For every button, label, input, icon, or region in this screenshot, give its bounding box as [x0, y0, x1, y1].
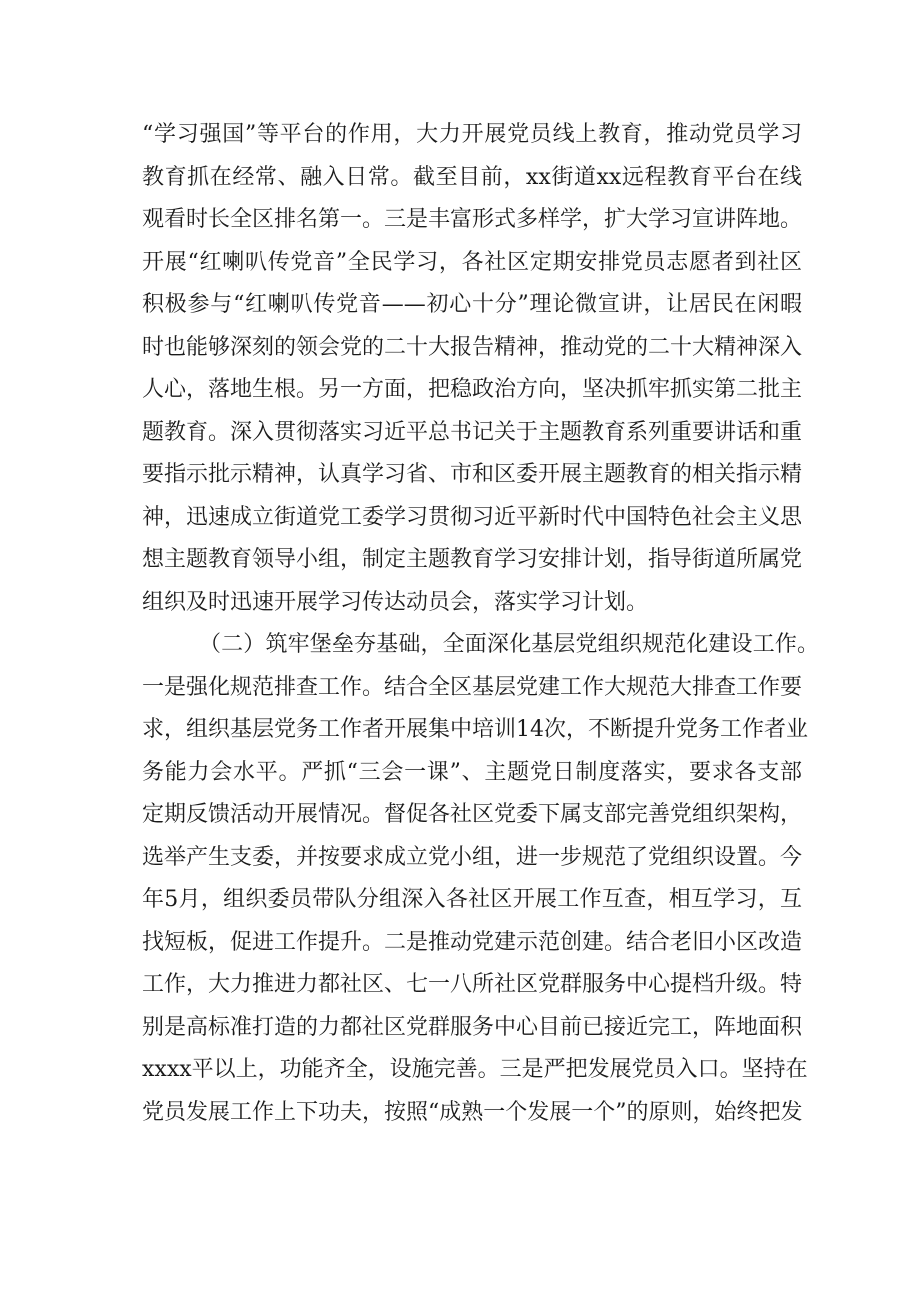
text-line-5: 积极参与“红喇叭传党音——初心十分”理论微宣讲，让居民在闲暇: [142, 292, 802, 317]
text-line-14: 一是强化规范排查工作。结合全区基层党建工作大规范大排查工作要: [142, 675, 803, 700]
text-line-21: 工作，大力推进力都社区、七一八所社区党群服务中心提档升级。特: [142, 972, 803, 997]
text-line-6: 时也能够深刻的领会党的二十大报告精神，推动党的二十大精神深入: [142, 335, 803, 360]
text-line-11: 想主题教育领导小组，制定主题教育学习安排计划，指导街道所属党: [142, 547, 803, 572]
text-line-17: 定期反馈活动开展情况。督促各社区党委下属支部完善党组织架构，: [142, 802, 803, 827]
text-line-23: xxxx平以上，功能齐全，设施完善。三是严把发展党员入口。坚持在: [142, 1057, 808, 1082]
text-line-4: 开展“红喇叭传党音”全民学习，各社区定期安排党员志愿者到社区: [142, 250, 802, 275]
text-line-1: “学习强国”等平台的作用，大力开展党员线上教育，推动党员学习: [142, 122, 802, 147]
text-line-10: 神，迅速成立街道党工委学习贯彻习近平新时代中国特色社会主义思: [142, 505, 803, 530]
text-line-12: 组织及时迅速开展学习传达动员会，落实学习计划。: [142, 590, 649, 615]
text-line-20: 找短板，促进工作提升。二是推动党建示范创建。结合老旧小区改造: [142, 930, 803, 955]
text-line-15: 求，组织基层党务工作者开展集中培训14次，不断提升党务工作者业: [142, 717, 808, 742]
text-line-2: 教育抓在经常、融入日常。截至目前，xx街道xx远程教育平台在线: [142, 165, 802, 190]
text-line-3: 观看时长全区排名第一。三是丰富形式多样学，扩大学习宣讲阵地。: [142, 207, 803, 232]
section-heading-2: （二）筑牢堡垒夯基础，全面深化基层党组织规范化建设工作。: [199, 632, 819, 657]
text-line-18: 选举产生支委，并按要求成立党小组，进一步规范了党组织设置。今: [142, 845, 803, 870]
text-line-22: 别是高标准打造的力都社区党群服务中心目前已接近完工，阵地面积: [142, 1015, 803, 1040]
text-line-8: 题教育。深入贯彻落实习近平总书记关于主题教育系列重要讲话和重: [142, 420, 803, 445]
text-line-7: 人心，落地生根。另一方面，把稳政治方向，坚决抓牢抓实第二批主: [142, 377, 803, 402]
text-line-19: 年5月，组织委员带队分组深入各社区开展工作互查，相互学习，互: [142, 887, 802, 912]
text-line-24: 党员发展工作上下功夫，按照“成熟一个发展一个”的原则，始终把发: [142, 1100, 803, 1125]
text-line-16: 务能力会水平。严抓“三会一课”、主题党日制度落实，要求各支部: [142, 760, 802, 785]
text-line-9: 要指示批示精神，认真学习省、市和区委开展主题教育的相关指示精: [142, 462, 803, 487]
